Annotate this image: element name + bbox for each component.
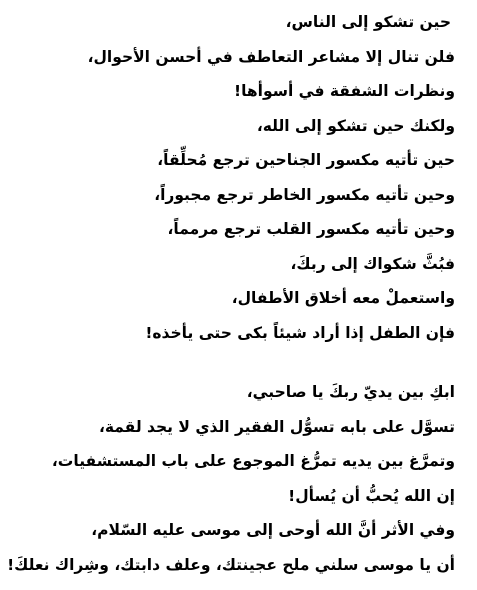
poem-line: وتمرَّغ بين يديه تمرُّغ الموجوع على باب المستشفيات، — [51, 452, 455, 470]
poem-stanza-1 — [8, 5, 455, 350]
poem-line: ولكنك حين تشكو إلى الله، — [256, 116, 455, 135]
poem-line: وحين تأتيه مكسور القلب ترجع مرمماً، — [167, 220, 455, 238]
poem-line: حين تأتيه مكسور الجناحين ترجع مُحلِّقاً، — [157, 151, 455, 169]
poem-line: ابكِ بين يديّ ربكَ يا صاحبي، — [246, 383, 455, 401]
poem-line: فبُثَّ شكواك إلى ربكَ، — [290, 254, 455, 273]
poem-line: أن يا موسى سلني ملح عجينتك، وعلف دابتك، وشِراك نعلكَ! — [7, 555, 455, 574]
poem-line: حين تشكو إلى الناس، — [285, 13, 451, 31]
poem-line: وفي الأثر أنَّ الله أوحى إلى موسى عليه السّلام، — [91, 521, 455, 539]
poem-line: فإن الطفل إذا أراد شيئاً بكى حتى يأخذه! — [145, 323, 455, 342]
poem-line: وحين تأتيه مكسور الخاطر ترجع مجبوراً، — [154, 185, 455, 204]
poem-line: فلن تنال إلا مشاعر التعاطف في أحسن الأحوال، — [87, 47, 455, 66]
poem-line: واستعملْ معه أخلاق الأطفال، — [231, 289, 455, 307]
poem-line: إن الله يُحبُّ أن يُسأل! — [288, 486, 455, 505]
poem-line: ونظرات الشفقة في أسوأها! — [234, 82, 455, 100]
poem-line: تسوَّل على بابه تسوُّل الفقير الذي لا يجد لقمة، — [99, 417, 455, 436]
poem-stanza-2 — [8, 375, 455, 582]
